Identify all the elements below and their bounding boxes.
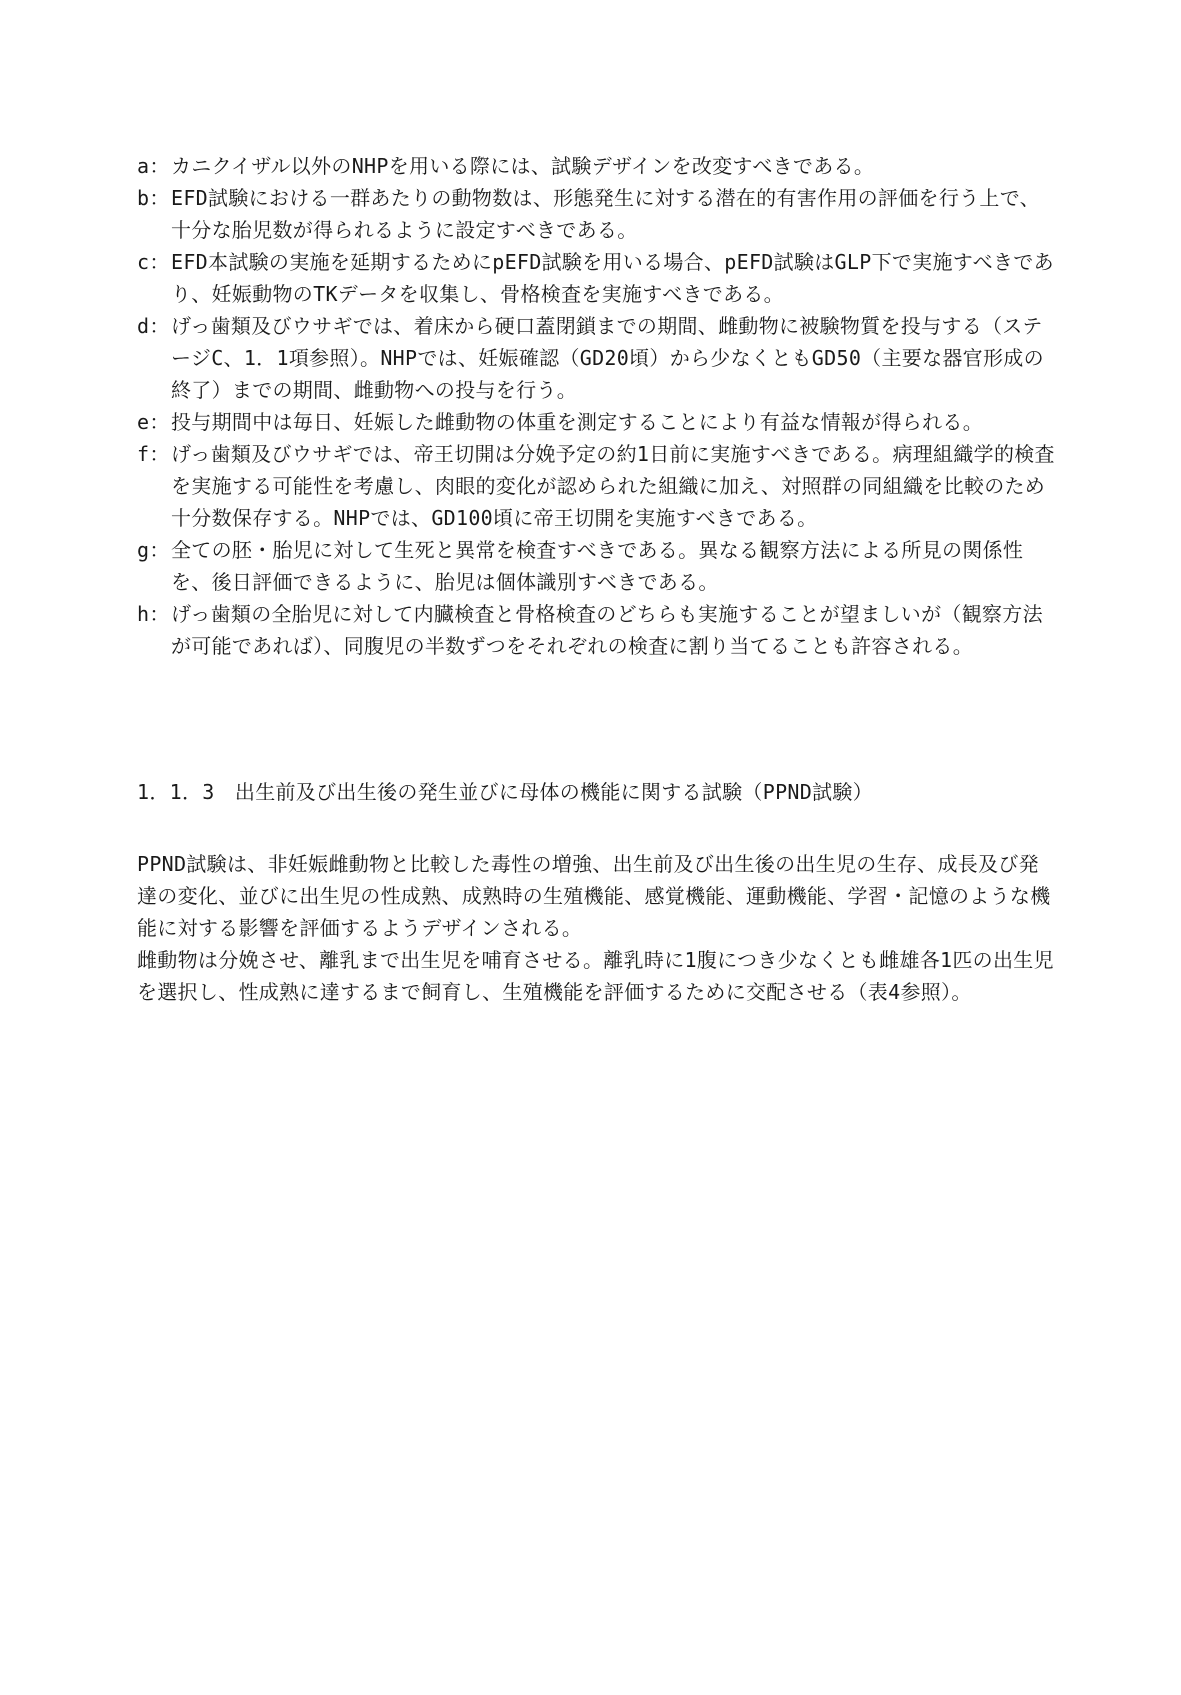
footnote-text: カニクイザル以外のNHPを用いる際には、試験デザインを改変すべきである。 [171,154,875,178]
footnote-text: 全ての胚・胎児に対して生死と異常を検査すべきである。異なる観察方法による所見の関係性を、後日評価できるように、胎児は個体識別すべきである。 [171,538,1024,594]
footnote-f [137,438,1057,534]
footnote-text: 投与期間中は毎日、妊娠した雌動物の体重を測定することにより有益な情報が得られる。 [171,410,983,434]
footnote-c [137,246,1057,310]
footnote-label: h： [137,602,170,626]
footnote-label: d： [137,314,170,338]
footnote-text: EFD本試験の実施を延期するためにpEFD試験を用いる場合、pEFD試験はGLP下で実施すべきであり、妊娠動物のTKデータを収集し、骨格検査を実施すべきである。 [171,250,1054,306]
footnote-a [137,150,1057,182]
footnote-label: e： [137,410,170,434]
footnote-text: げっ歯類及びウサギでは、着床から硬口蓋閉鎖までの期間、雌動物に被験物質を投与する（ステージC、1．1項参照）。NHPでは、妊娠確認（GD20頃）から少なくともGD50（主要な器官形成の終了）までの期間、雌動物への投与を行う。 [171,314,1044,402]
footnote-b [137,182,1057,246]
footnote-label: g： [137,538,170,562]
footnote-label: f： [137,442,170,466]
body-paragraph: PPND試験は、非妊娠雌動物と比較した毒性の増強、出生前及び出生後の出生児の生存、成長及び発達の変化、並びに出生児の性成熟、成熟時の生殖機能、感覚機能、運動機能、学習・記憶のような機能に対する影響を評価するようデザインされる。 [137,852,1051,940]
footnote-text: げっ歯類の全胎児に対して内臓検査と骨格検査のどちらも実施することが望ましいが（観察方法が可能であれば）、同腹児の半数ずつをそれぞれの検査に割り当てることも許容される。 [171,602,1043,658]
footnote-e [137,406,1057,438]
footnote-label: a： [137,154,170,178]
section-heading: 1．1．3 出生前及び出生後の発生並びに母体の機能に関する試験（PPND試験） [137,780,873,804]
footnote-text: EFD試験における一群あたりの動物数は、形態発生に対する潜在的有害作用の評価を行う上で、十分な胎児数が得られるように設定すべきである。 [171,186,1040,242]
table-footnotes [137,150,1057,662]
section-body [137,848,1057,1008]
footnote-text: げっ歯類及びウサギでは、帝王切開は分娩予定の約1日前に実施すべきである。病理組織学的検査を実施する可能性を考慮し、肉眼的変化が認められた組織に加え、対照群の同組織を比較のため十分数保存する。NHPでは、GD100頃に帝王切開を実施すべきである。 [171,442,1055,530]
footnote-label: c： [137,250,170,274]
footnote-g [137,534,1057,598]
footnote-h [137,598,1057,662]
footnote-label: b： [137,186,170,210]
body-paragraph: 雌動物は分娩させ、離乳まで出生児を哺育させる。離乳時に1腹につき少なくとも雌雄各1匹の出生児を選択し、性成熟に達するまで飼育し、生殖機能を評価するために交配させる（表4参照）。 [137,948,1054,1004]
footnote-d [137,310,1057,406]
